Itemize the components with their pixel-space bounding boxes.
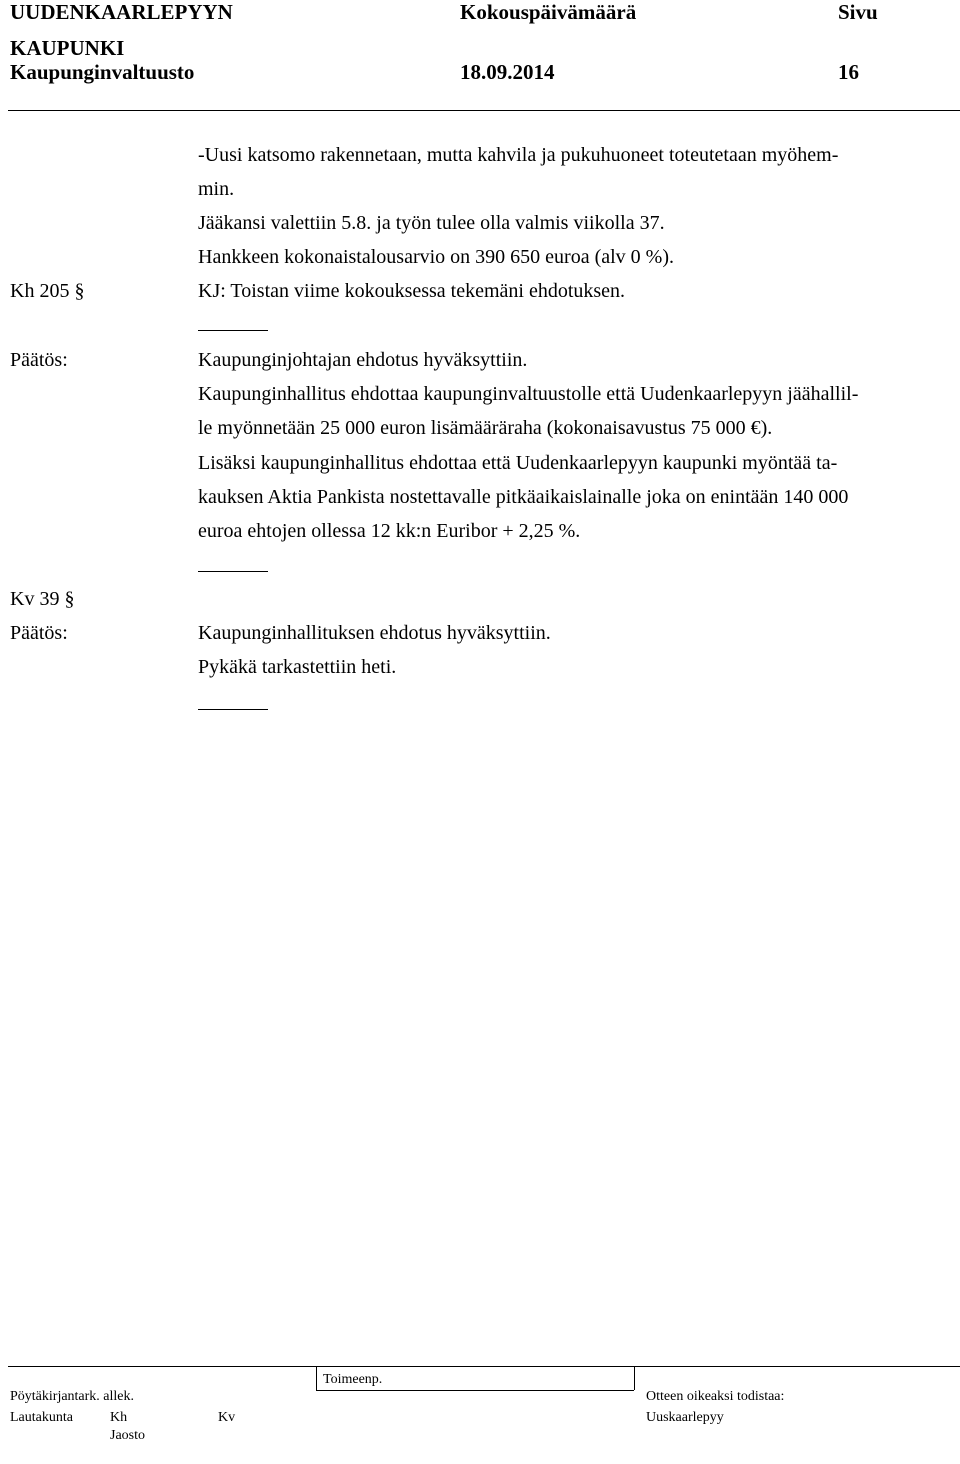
footer-divider xyxy=(634,1366,635,1390)
page-number: 16 xyxy=(838,60,859,84)
date-label: Kokouspäivämäärä xyxy=(460,0,637,24)
kh-decision-line: Kaupunginjohtajan ehdotus hyväksyttiin. xyxy=(198,349,528,371)
separator-line xyxy=(198,709,268,710)
intro-line: Jääkansi valettiin 5.8. ja työn tulee olla valmis viikolla 37. xyxy=(198,212,665,234)
lautakunta-label: Lautakunta xyxy=(10,1410,73,1425)
separator-line xyxy=(198,330,268,331)
org-name-line1: UUDENKAARLEPYYN xyxy=(10,0,233,24)
toimeenp-label: Toimeenp. xyxy=(323,1372,383,1387)
footer-inner-rule xyxy=(316,1390,634,1391)
header-rule xyxy=(8,110,960,111)
certified-label: Otteen oikeaksi todistaa: xyxy=(646,1389,785,1404)
footer-rule xyxy=(8,1366,960,1367)
kh-decision-label: Päätös: xyxy=(10,349,68,371)
intro-line: min. xyxy=(198,178,235,200)
meeting-date: 18.09.2014 xyxy=(460,60,555,84)
kh-decision-line: Kaupunginhallitus ehdottaa kaupunginvaltuustolle että Uudenkaarlepyyn jäähallil- xyxy=(198,383,859,405)
kh-decision-line: kauksen Aktia Pankista nostettavalle pitkäaikaislainalle joka on enintään 140 000 xyxy=(198,486,849,508)
org-name-line2: KAUPUNKI xyxy=(10,36,125,60)
kh-decision-line: euroa ehtojen ollessa 12 kk:n Euribor + 2,25 %. xyxy=(198,520,581,542)
intro-line: Hankkeen kokonaistalousarvio on 390 650 euroa (alv 0 %). xyxy=(198,246,674,268)
jaosto-label: Jaosto xyxy=(110,1428,145,1443)
kv-decision-label: Päätös: xyxy=(10,622,68,644)
kh-decision-line: le myönnetään 25 000 euron lisämääräraha (kokonaisavustus 75 000 €). xyxy=(198,417,773,439)
kh-decision-line: Lisäksi kaupunginhallitus ehdottaa että Uudenkaarlepyyn kaupunki myöntää ta- xyxy=(198,452,838,474)
kv-decision-line: Kaupunginhallituksen ehdotus hyväksyttiin. xyxy=(198,622,551,644)
intro-line: -Uusi katsomo rakennetaan, mutta kahvila ja pukuhuoneet toteutetaan myöhem- xyxy=(198,144,839,166)
kj-proposal: KJ: Toistan viime kokouksessa tekemäni ehdotuksen. xyxy=(198,280,626,302)
kv-reference: Kv 39 § xyxy=(10,588,75,610)
page-label: Sivu xyxy=(838,0,878,24)
meeting-body: Kaupunginvaltuusto xyxy=(10,60,195,84)
kh-label: Kh xyxy=(110,1410,128,1425)
kh-reference: Kh 205 § xyxy=(10,280,85,302)
kv-decision-line: Pykäkä tarkastettiin heti. xyxy=(198,656,397,678)
city-label: Uuskaarlepyy xyxy=(646,1410,724,1425)
kv-label: Kv xyxy=(218,1410,236,1425)
signed-by-label: Pöytäkirjantark. allek. xyxy=(10,1389,135,1404)
separator-line xyxy=(198,571,268,572)
footer-divider xyxy=(316,1366,317,1390)
